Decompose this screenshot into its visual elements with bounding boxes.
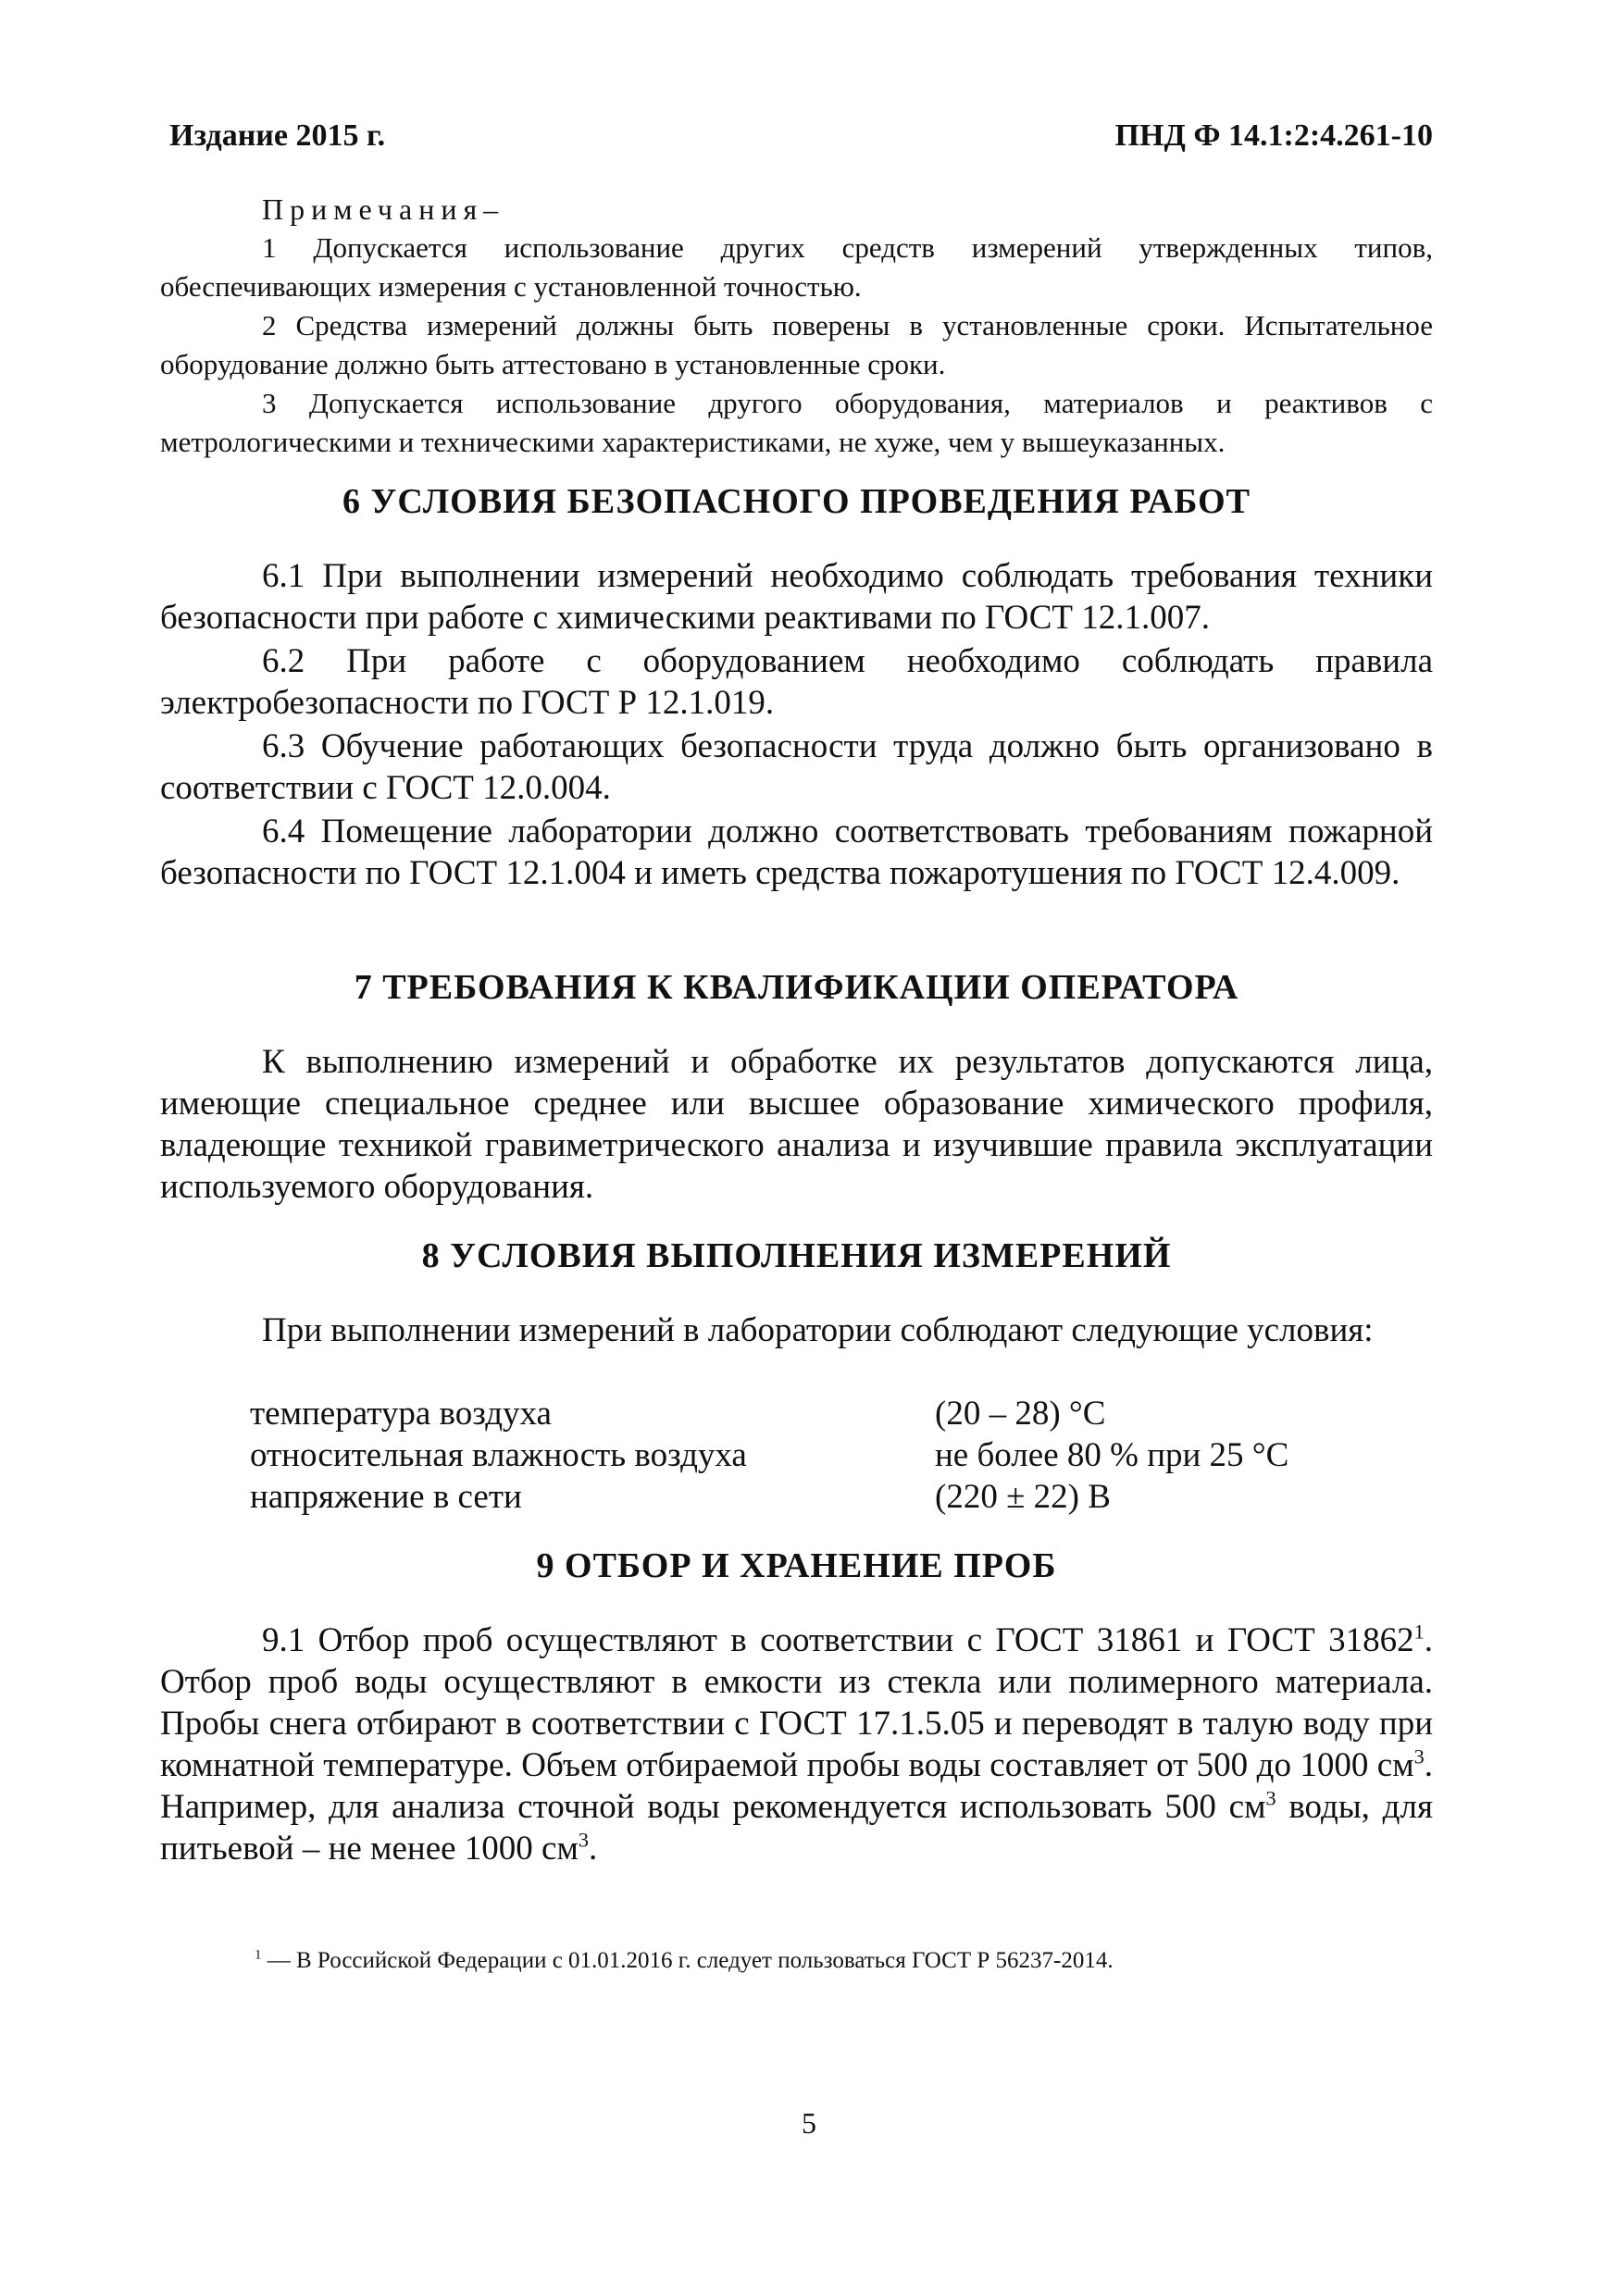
paragraph-8-intro: При выполнении измерений в лаборатории соблюдают следующие условия: (262, 1311, 1374, 1349)
superscript: 3 (1413, 1744, 1425, 1769)
notes-title: Примечания– (262, 192, 505, 226)
paragraph-6-4: 6.4 Помещение лаборатории должно соответствовать требованиям пожарной безопасности по ГОСТ 12.1.004 и иметь средства пожаротушения по ГОСТ 12.4.009. (160, 813, 1433, 892)
paragraph-7: К выполнению измерений и обработке их результатов допускаются лица, имеющие специальное среднее или высшее образование химического профиля, владеющие техникой гравиметрического анализа и изучившие правила эксплуатации используемого оборудования. (160, 1043, 1433, 1206)
condition-name: относительная влажность воздуха (250, 1436, 747, 1474)
paragraph-9-1 (160, 1620, 1433, 1869)
section-6-heading: 6 УСЛОВИЯ БЕЗОПАСНОГО ПРОВЕДЕНИЯ РАБОТ (342, 482, 1251, 521)
footnote-mark: 1 (255, 1947, 262, 1963)
note-item: 2 Средства измерений должны быть поверены в установленные сроки. Испытательное оборудование должно быть аттестовано в установленные сроки. (160, 309, 1433, 380)
condition-name: напряжение в сети (250, 1478, 522, 1516)
section-8-intro (160, 1309, 1433, 1353)
footnote (255, 1948, 1114, 1974)
section-7-heading: 7 ТРЕБОВАНИЯ К КВАЛИФИКАЦИИ ОПЕРАТОРА (354, 968, 1239, 1007)
condition-value: (20 – 28) °С (935, 1395, 1106, 1433)
condition-value: (220 ± 22) В (935, 1478, 1111, 1516)
paragraph-9-1-text: . (588, 1830, 598, 1868)
superscript: 3 (1265, 1786, 1276, 1810)
condition-value: не более 80 % при 25 °С (935, 1436, 1289, 1474)
section-9-body (160, 1620, 1433, 1871)
footnote-text: — В Российской Федерации с 01.01.2016 г. следует пользоваться ГОСТ Р 56237-2014. (267, 1948, 1114, 1973)
notes-block (160, 190, 1433, 462)
paragraph-9-1-text: воды, для питьевой – не менее 1000 см (160, 1788, 1433, 1868)
section-6-body (160, 555, 1433, 896)
section-8-heading: 8 УСЛОВИЯ ВЫПОЛНЕНИЯ ИЗМЕРЕНИЙ (421, 1236, 1172, 1275)
condition-name: температура воздуха (250, 1395, 552, 1433)
paragraph-9-1-text: 9.1 Отбор проб осуществляют в соответствии с ГОСТ 31861 и ГОСТ 31862 (262, 1621, 1414, 1659)
section-7-body (160, 1041, 1433, 1210)
footnote-ref: 1 (1413, 1620, 1425, 1644)
edition-label: Издание 2015 г. (169, 118, 386, 153)
paragraph-6-1: 6.1 При выполнении измерений необходимо соблюдать требования техники безопасности при работе с химическими реактивами по ГОСТ 12.1.007. (160, 557, 1433, 637)
section-9-heading: 9 ОТБОР И ХРАНЕНИЕ ПРОБ (536, 1546, 1057, 1585)
note-item: 1 Допускается использование других средств измерений утвержденных типов, обеспечивающих измерения с установленной точностью. (160, 231, 1433, 303)
note-item: 3 Допускается использование другого оборудования, материалов и реактивов с метрологическими и техническими характеристиками, не хуже, чем у вышеуказанных. (160, 387, 1433, 458)
paragraph-9-1-text: . Например, для анализа сточной воды рекомендуется использовать 500 см (160, 1746, 1433, 1826)
document-code: ПНД Ф 14.1:2:4.261-10 (1114, 118, 1433, 153)
page-number: 5 (802, 2106, 816, 2140)
paragraph-9-1-text: . Отбор проб воды осуществляют в емкости из стекла или полимерного материала. Пробы снега отбирают в соответствии с ГОСТ 17.1.5.05 и переводят в талую воду при комнатной температуре. Объем отбираемой пробы воды составляет от 500 до 1000 см (160, 1621, 1433, 1784)
paragraph-6-2: 6.2 При работе с оборудованием необходимо соблюдать правила электробезопасности по ГОСТ Р 12.1.019. (160, 642, 1433, 722)
paragraph-6-3: 6.3 Обучение работающих безопасности труда должно быть организовано в соответствии с ГОСТ 12.0.004. (160, 727, 1433, 807)
superscript: 3 (578, 1828, 589, 1852)
